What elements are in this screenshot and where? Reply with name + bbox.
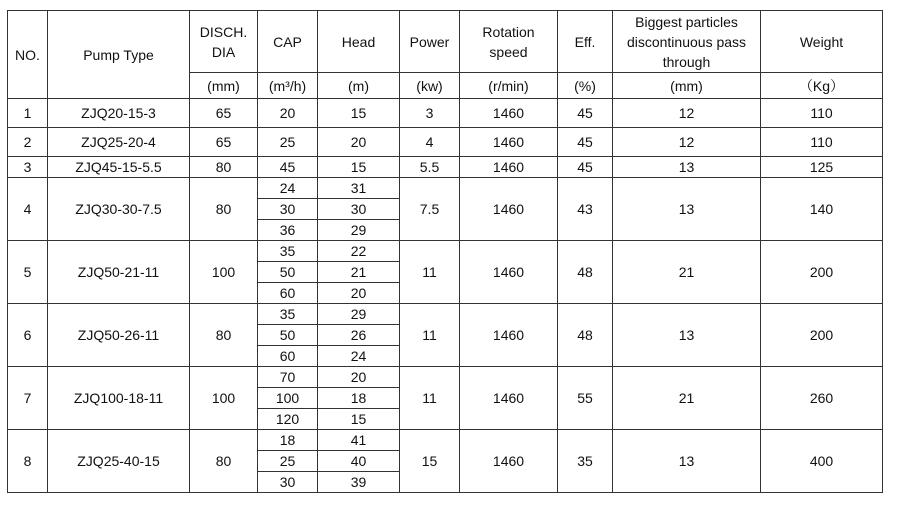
cell-head: 26 [318, 325, 400, 346]
cell-cap: 60 [258, 283, 318, 304]
cell-weight: 110 [761, 99, 883, 128]
unit-rotation-speed: (r/min) [460, 73, 558, 99]
cell-head: 18 [318, 388, 400, 409]
cell-cap: 60 [258, 346, 318, 367]
cell-power: 11 [400, 241, 460, 304]
cell-disch-dia: 65 [190, 99, 258, 128]
cell-weight: 110 [761, 128, 883, 157]
cell-cap: 70 [258, 367, 318, 388]
cell-cap: 50 [258, 262, 318, 283]
cell-power: 7.5 [400, 178, 460, 241]
cell-rotation-speed: 1460 [460, 304, 558, 367]
header-power: Power [400, 11, 460, 73]
header-particles-line: discontinuous pass [626, 33, 747, 50]
cell-pump-type: ZJQ25-40-15 [48, 430, 190, 493]
cell-head: 39 [318, 472, 400, 493]
cell-no: 4 [8, 178, 48, 241]
cell-head: 29 [318, 220, 400, 241]
cell-particles: 21 [613, 241, 761, 304]
cell-rotation-speed: 1460 [460, 128, 558, 157]
cell-eff: 48 [558, 304, 613, 367]
cell-no: 2 [8, 128, 48, 157]
cell-particles: 13 [613, 157, 761, 178]
cell-weight: 200 [761, 304, 883, 367]
cell-head: 21 [318, 262, 400, 283]
cell-cap: 100 [258, 388, 318, 409]
cell-power: 3 [400, 99, 460, 128]
header-rotation-speed-line: speed [489, 43, 528, 60]
cell-eff: 35 [558, 430, 613, 493]
header-disch-dia [190, 11, 258, 73]
cell-disch-dia: 80 [190, 304, 258, 367]
cell-particles: 21 [613, 367, 761, 430]
cell-pump-type: ZJQ30-30-7.5 [48, 178, 190, 241]
cell-cap: 18 [258, 430, 318, 451]
header-head: Head [318, 11, 400, 73]
cell-rotation-speed: 1460 [460, 430, 558, 493]
header-rotation-speed [460, 11, 558, 73]
cell-eff: 48 [558, 241, 613, 304]
cell-no: 5 [8, 241, 48, 304]
cell-eff: 55 [558, 367, 613, 430]
table-row [8, 178, 883, 199]
cell-head: 41 [318, 430, 400, 451]
cell-power: 11 [400, 304, 460, 367]
table-row [8, 157, 883, 178]
cell-pump-type: ZJQ50-26-11 [48, 304, 190, 367]
cell-pump-type: ZJQ100-18-11 [48, 367, 190, 430]
cell-no: 8 [8, 430, 48, 493]
cell-disch-dia: 100 [190, 241, 258, 304]
cell-head: 31 [318, 178, 400, 199]
cell-head: 24 [318, 346, 400, 367]
spec-table-container [7, 10, 883, 493]
unit-cap: (m³/h) [258, 73, 318, 99]
cell-head: 30 [318, 199, 400, 220]
unit-particles: (mm) [613, 73, 761, 99]
cell-disch-dia: 65 [190, 128, 258, 157]
cell-cap: 120 [258, 409, 318, 430]
unit-weight: （Kg） [761, 73, 883, 99]
cell-head: 15 [318, 409, 400, 430]
header-cap: CAP [258, 11, 318, 73]
cell-weight: 200 [761, 241, 883, 304]
table-row [8, 430, 883, 451]
cell-particles: 13 [613, 430, 761, 493]
cell-rotation-speed: 1460 [460, 367, 558, 430]
cell-particles: 13 [613, 304, 761, 367]
cell-cap: 30 [258, 472, 318, 493]
header-particles-line: Biggest particles [635, 13, 738, 30]
cell-pump-type: ZJQ45-15-5.5 [48, 157, 190, 178]
cell-disch-dia: 80 [190, 430, 258, 493]
cell-power: 11 [400, 367, 460, 430]
cell-cap: 30 [258, 199, 318, 220]
cell-cap: 25 [258, 128, 318, 157]
header-pump-type: Pump Type [48, 11, 190, 99]
cell-head: 15 [318, 157, 400, 178]
cell-eff: 45 [558, 157, 613, 178]
cell-pump-type: ZJQ20-15-3 [48, 99, 190, 128]
cell-power: 15 [400, 430, 460, 493]
table-row [8, 241, 883, 262]
cell-head: 40 [318, 451, 400, 472]
unit-disch-dia: (mm) [190, 73, 258, 99]
table-row [8, 99, 883, 128]
cell-cap: 20 [258, 99, 318, 128]
cell-weight: 400 [761, 430, 883, 493]
cell-eff: 45 [558, 128, 613, 157]
cell-particles: 12 [613, 128, 761, 157]
header-rotation-speed-line: Rotation [482, 23, 535, 40]
cell-rotation-speed: 1460 [460, 99, 558, 128]
cell-pump-type: ZJQ50-21-11 [48, 241, 190, 304]
unit-power: (kw) [400, 73, 460, 99]
cell-head: 20 [318, 128, 400, 157]
header-particles-line: through [662, 53, 711, 70]
unit-eff: (%) [558, 73, 613, 99]
header-eff: Eff. [558, 11, 613, 73]
cell-cap: 50 [258, 325, 318, 346]
cell-head: 15 [318, 99, 400, 128]
cell-head: 29 [318, 304, 400, 325]
cell-cap: 24 [258, 178, 318, 199]
header-no: NO. [8, 11, 48, 99]
cell-no: 3 [8, 157, 48, 178]
cell-rotation-speed: 1460 [460, 157, 558, 178]
cell-eff: 45 [558, 99, 613, 128]
cell-head: 20 [318, 367, 400, 388]
cell-rotation-speed: 1460 [460, 178, 558, 241]
cell-disch-dia: 80 [190, 157, 258, 178]
unit-head: (m) [318, 73, 400, 99]
table-row [8, 367, 883, 388]
cell-eff: 43 [558, 178, 613, 241]
cell-rotation-speed: 1460 [460, 241, 558, 304]
pump-spec-table [7, 10, 883, 493]
cell-weight: 140 [761, 178, 883, 241]
header-disch-dia-line: DIA [211, 43, 236, 60]
header-particles [613, 11, 761, 73]
cell-pump-type: ZJQ25-20-4 [48, 128, 190, 157]
cell-disch-dia: 80 [190, 178, 258, 241]
table-row [8, 128, 883, 157]
cell-no: 7 [8, 367, 48, 430]
cell-no: 1 [8, 99, 48, 128]
table-row [8, 304, 883, 325]
cell-disch-dia: 100 [190, 367, 258, 430]
cell-cap: 35 [258, 241, 318, 262]
cell-power: 4 [400, 128, 460, 157]
cell-cap: 36 [258, 220, 318, 241]
cell-weight: 260 [761, 367, 883, 430]
cell-no: 6 [8, 304, 48, 367]
header-weight: Weight [761, 11, 883, 73]
cell-cap: 45 [258, 157, 318, 178]
cell-weight: 125 [761, 157, 883, 178]
cell-head: 20 [318, 283, 400, 304]
cell-head: 22 [318, 241, 400, 262]
cell-cap: 25 [258, 451, 318, 472]
cell-power: 5.5 [400, 157, 460, 178]
cell-particles: 13 [613, 178, 761, 241]
cell-particles: 12 [613, 99, 761, 128]
header-disch-dia-line: DISCH. [199, 23, 248, 40]
cell-cap: 35 [258, 304, 318, 325]
